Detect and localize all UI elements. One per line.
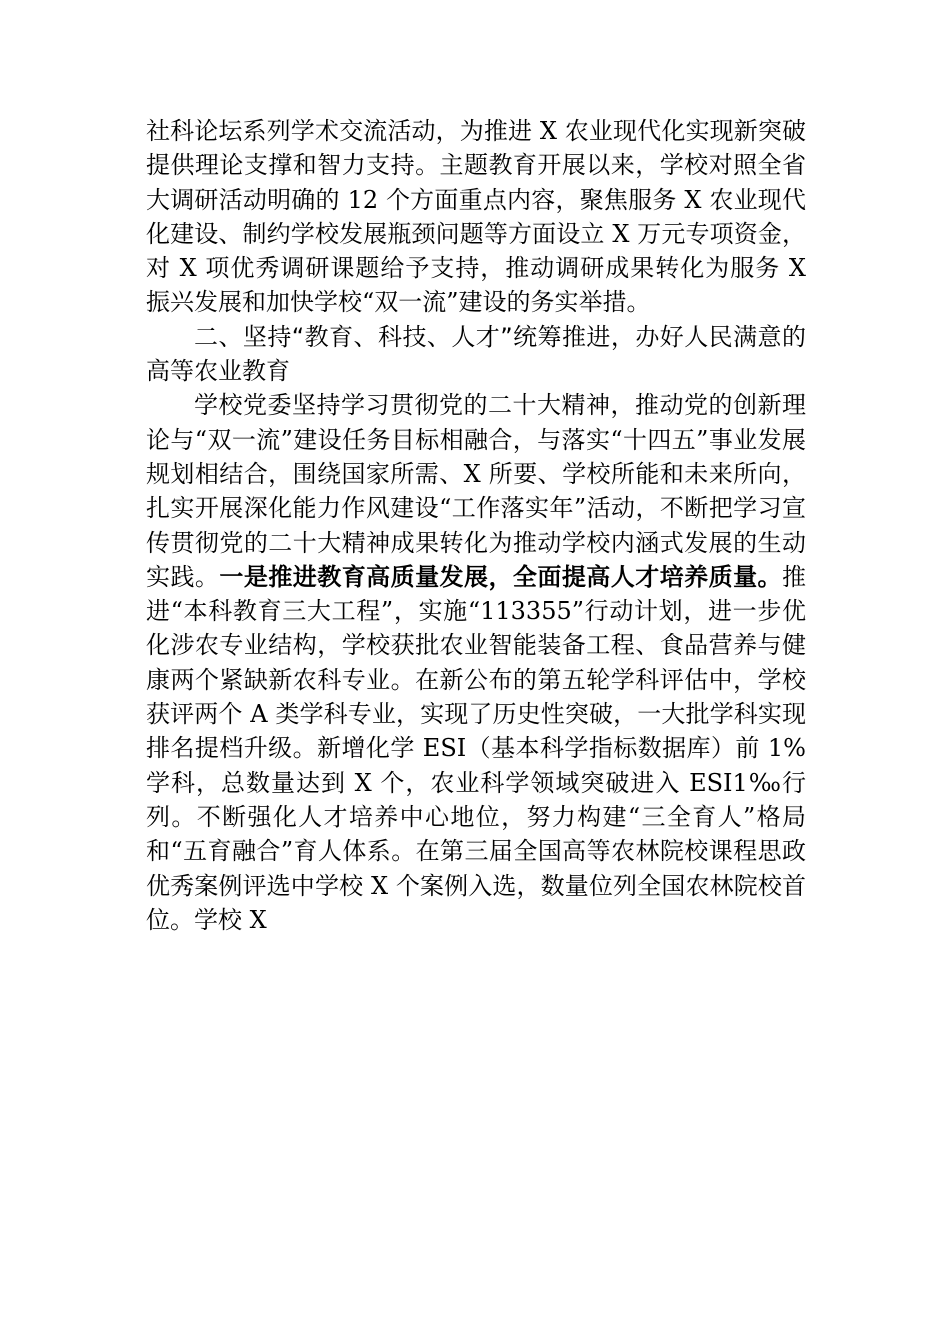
document-body: [146, 114, 806, 937]
paragraph-continuation: 社科论坛系列学术交流活动，为推进 X 农业现代化实现新突破提供理论支撑和智力支持。主题教育开展以来，学校对照全省大调研活动明确的 12 个方面重点内容，聚焦服务 X 农业现代化建设、制约学校发展瓶颈问题等方面设立 X 万元专项资金，对 X 项优秀调研课题给予支持，推动调研成果转化为服务 X 振兴发展和加快学校“双一流”建设的务实举措。: [146, 117, 806, 317]
paragraph-text-after: 推进“本科教育三大工程”，实施“113355”行动计划，进一步优化涉农专业结构，学校获批农业智能装备工程、食品营养与健康两个紧缺新农科专业。在新公布的第五轮学科评估中，学校获评两个 A 类学科专业，实现了历史性突破，一大批学科实现排名提档升级。新增化学 ESI（基本科学指标数据库）前 1%学科，总数量达到 X 个，农业科学领域突破进入 ESI1‰行列。不断强化人才培养中心地位，努力构建“三全育人”格局和“五育融合”育人体系。在第三届全国高等农林院校课程思政优秀案例评选中学校 X 个案例入选，数量位列全国农林院校首位。学校 X: [146, 562, 807, 934]
paragraph-bold-lead: 一是推进教育高质量发展，全面提高人才培养质量。: [219, 562, 783, 591]
paragraph-body: [146, 388, 806, 937]
section-heading: 二、坚持“教育、科技、人才”统筹推进，办好人民满意的高等农业教育: [146, 322, 806, 386]
paragraph-text-before: 学校党委坚持学习贯彻党的二十大精神，推动党的创新理论与“双一流”建设任务目标相融合，与落实“十四五”事业发展规划相结合，围绕国家所需、X 所要、学校所能和未来所向，扎实开展深化能力作风建设“工作落实年”活动，不断把学习宣传贯彻党的二十大精神成果转化为推动学校内涵式发展的生动实践。: [146, 391, 806, 591]
